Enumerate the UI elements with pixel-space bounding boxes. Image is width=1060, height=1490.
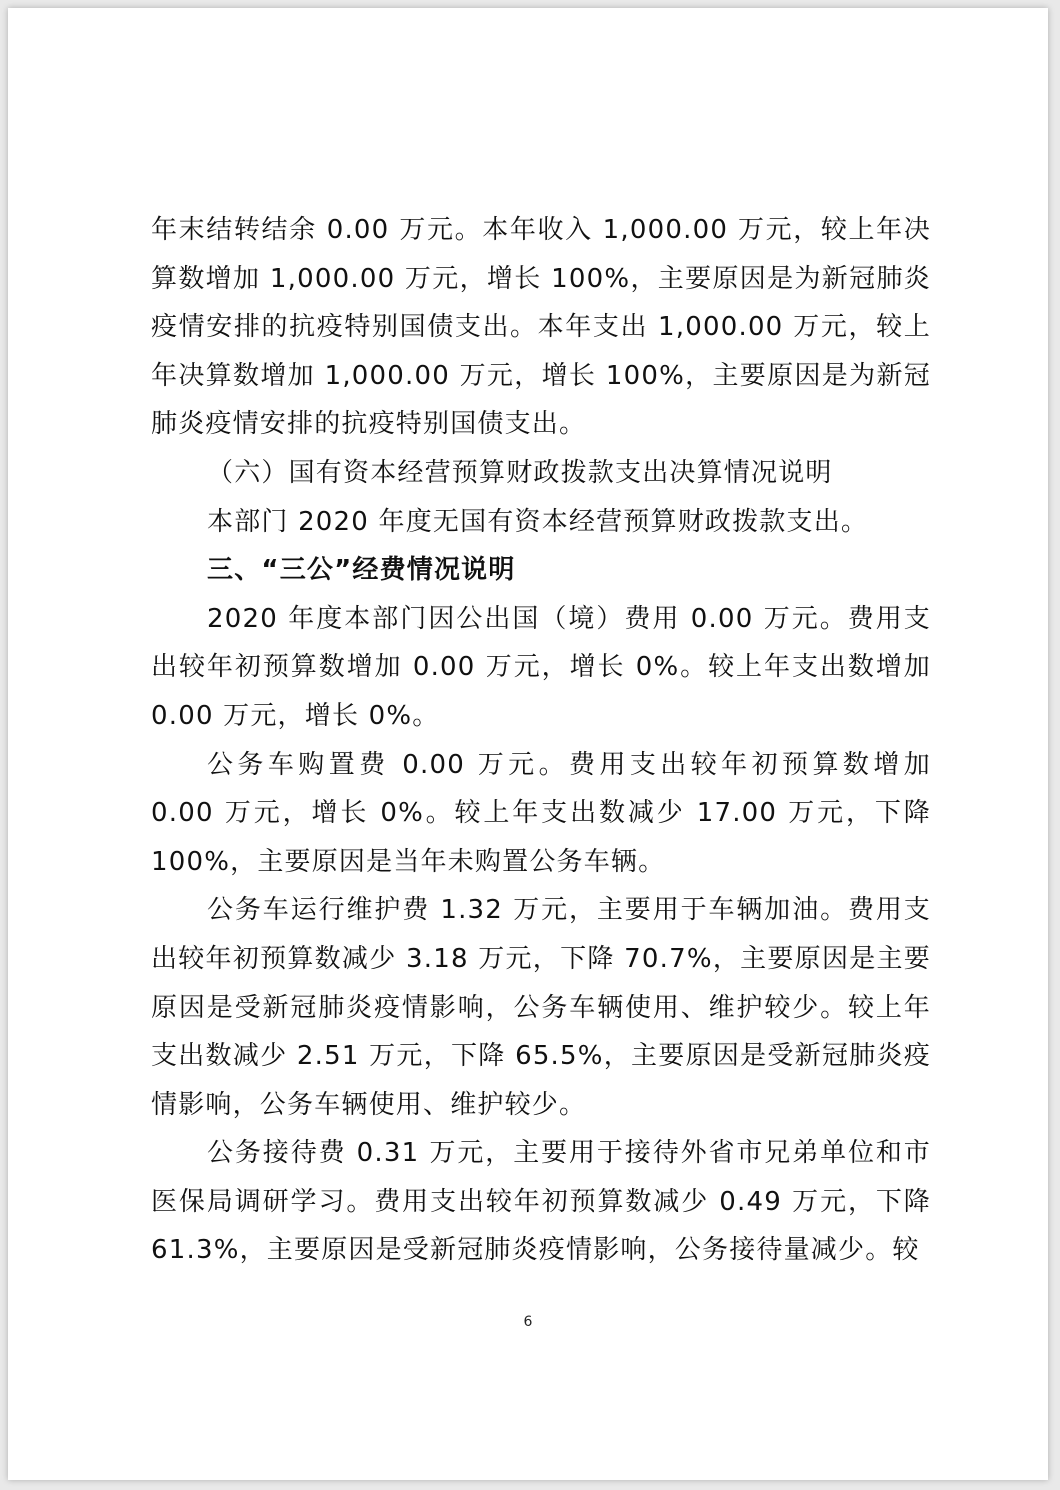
paragraph-vehicle-purchase: 公务车购置费 0.00 万元。费用支出较年初预算数增加 0.00 万元，增长 0%。较上年支出数减少 17.00 万元，下降 100%，主要原因是当年未购置公务车辆。 bbox=[151, 749, 931, 877]
section-heading-state-capital: （六）国有资本经营预算财政拨款支出决算情况说明 bbox=[207, 457, 833, 488]
paragraph-vehicle-maintenance: 公务车运行维护费 1.32 万元，主要用于车辆加油。费用支出较年初预算数减少 3.18 万元，下降 70.7%，主要原因是主要原因是受新冠肺炎疫情影响，公务车辆使用、维护较少。较上年支出数减少 2.51 万元，下降 65.5%，主要原因是受新冠肺炎疫情影响，公务车辆使用、维护较少。 bbox=[151, 895, 931, 1120]
document-body bbox=[151, 206, 931, 1275]
paragraph-carryover-fund: 年末结转结余 0.00 万元。本年收入 1,000.00 万元，较上年决算数增加 1,000.00 万元，增长 100%，主要原因是为新冠肺炎疫情安排的抗疫特别国债支出。本年支出 1,000.00 万元，较上年决算数增加 1,000.00 万元，增长 100%，主要原因是为新冠肺炎疫情安排的抗疫特别国债支出。 bbox=[151, 215, 931, 440]
document-page bbox=[8, 8, 1048, 1480]
paragraph-state-capital: 本部门 2020 年度无国有资本经营预算财政拨款支出。 bbox=[207, 506, 869, 537]
section-heading-three-public-expenses: 三、“三公”经费情况说明 bbox=[207, 555, 516, 586]
page-number: 6 bbox=[523, 1314, 533, 1330]
paragraph-official-reception: 公务接待费 0.31 万元，主要用于接待外省市兄弟单位和市医保局调研学习。费用支出较年初预算数减少 0.49 万元，下降 61.3%，主要原因是受新冠肺炎疫情影响，公务接待量减少。较 bbox=[151, 1138, 931, 1266]
paragraph-overseas-travel: 2020 年度本部门因公出国（境）费用 0.00 万元。费用支出较年初预算数增加 0.00 万元，增长 0%。较上年支出数增加 0.00 万元，增长 0%。 bbox=[151, 603, 931, 731]
